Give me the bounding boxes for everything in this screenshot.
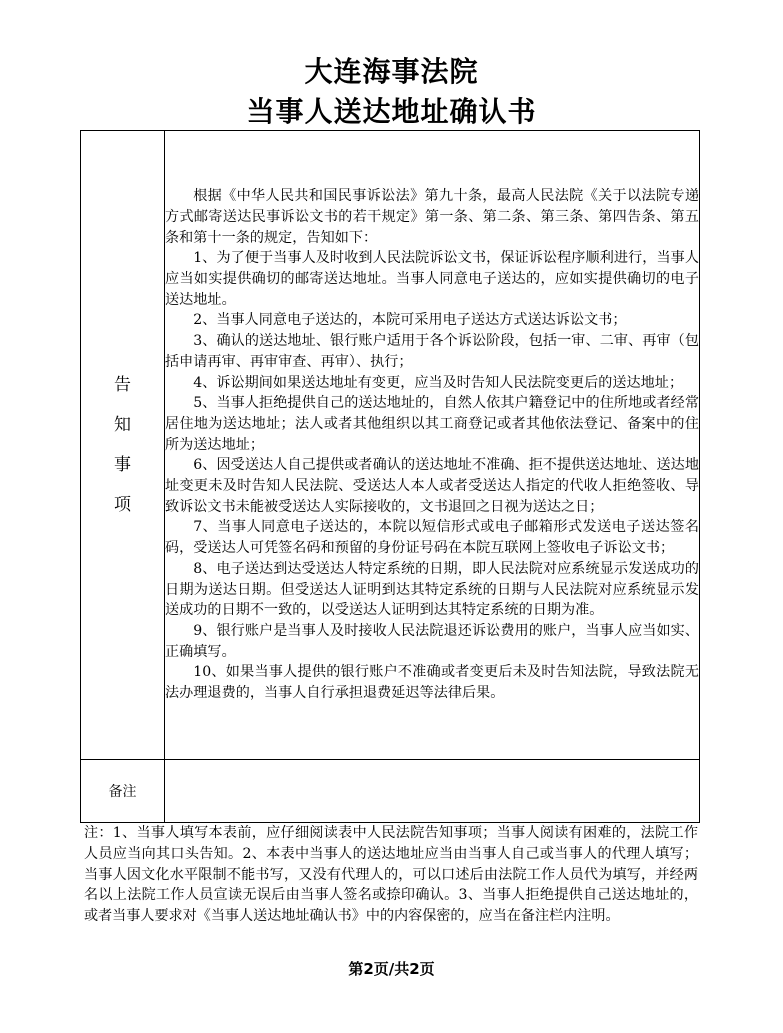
notice-item-1: 1、为了便于当事人及时收到人民法院诉讼文书，保证诉讼程序顺利进行，当事人应当如实提供确切的邮寄送达地址。当事人同意电子送达的，应如实提供确切的电子送达地址。: [165, 250, 699, 308]
document-title: 当事人送达地址确认书: [246, 95, 537, 128]
notice-item-9: 9、银行账户是当事人及时接收人民法院退还诉讼费用的账户，当事人应当如实、正确填写。: [165, 622, 699, 660]
notice-item-5: 5、当事人拒绝提供自己的送达地址的，自然人依其户籍登记中的住所地或者经常居住地为送达地址；法人或者其他组织以其工商登记或者其他依法登记、备案中的住所为送达地址；: [165, 395, 699, 453]
remarks-field[interactable]: [165, 760, 700, 823]
notice-item-6: 6、因受送达人自己提供或者确认的送达地址不准确、拒不提供送达地址、送达地址变更未及时告知人民法院、受送达人本人或者受送达人指定的代收人拒绝签收、导致诉讼文书未能被受送达人实际接收的，文书退回之日视为送达之日；: [165, 457, 699, 515]
notice-item-4: 4、诉讼期间如果送达地址有变更，应当及时告知人民法院变更后的送达地址；: [193, 374, 684, 391]
notice-item-10: 10、如果当事人提供的银行账户不准确或者变更后未及时告知法院，导致法院无法办理退费的，当事人自行承担退费延迟等法律后果。: [165, 664, 699, 702]
notice-item-2: 2、当事人同意电子送达的，本院可采用电子送达方式送达诉讼文书；: [193, 312, 627, 329]
page-number: 第2页/共2页: [348, 960, 435, 978]
notice-label-char: 知: [114, 415, 131, 435]
remarks-row: [81, 760, 700, 823]
remarks-label: 备注: [81, 760, 165, 823]
notice-label-char: 事: [114, 455, 131, 475]
notice-item-8: 8、电子送达到达受送达人特定系统的日期，即人民法院对应系统显示发送成功的日期为送达日期。但受送达人证明到达其特定系统的日期与人民法院对应系统显示发送成功的日期不一致的，以受送达人证明到达其特定系统的日期为准。: [165, 560, 699, 619]
address-confirmation-table: [80, 130, 700, 823]
notice-label-cell: [81, 131, 165, 760]
notice-item-3: 3、确认的送达地址、银行账户适用于各个诉讼阶段，包括一审、二审、再审（包括申请再审、再审审查、再审）、执行；: [165, 333, 699, 370]
notice-row: [81, 131, 700, 760]
notice-label-char: 告: [114, 375, 131, 395]
notice-label: [81, 365, 164, 525]
footnote: 注：1、当事人填写本表前，应仔细阅读表中人民法院告知事项；当事人阅读有困难的，法院工作人员应当向其口头告知。2、本表中当事人的送达地址应当由当事人自己或当事人的代理人填写；当事人因文化水平限制不能书写，又没有代理人的，可以口述后由法院工作人员代为填写，并经两名以上法院工作人员宣读无误后由当事人签名或捺印确认。3、当事人拒绝提供自己送达地址的，或者当事人要求对《当事人送达地址确认书》中的内容保密的，应当在备注栏内注明。: [84, 825, 698, 925]
court-name: 大连海事法院: [304, 55, 479, 88]
notice-item-7: 7、当事人同意电子送达的，本院以短信形式或电子邮箱形式发送电子送达签名码，受送达人可凭签名码和预留的身份证号码在本院互联网上签收电子诉讼文书；: [165, 519, 699, 557]
notice-label-char: 项: [114, 495, 131, 515]
notice-intro: 根据《中华人民共和国民事诉讼法》第九十条，最高人民法院《关于以法院专递方式邮寄送达民事诉讼文书的若干规定》第一条、第二条、第三条、第四告条、第五条和第十一条的规定，告知如下：: [165, 188, 699, 246]
notice-content-cell: [165, 131, 700, 760]
